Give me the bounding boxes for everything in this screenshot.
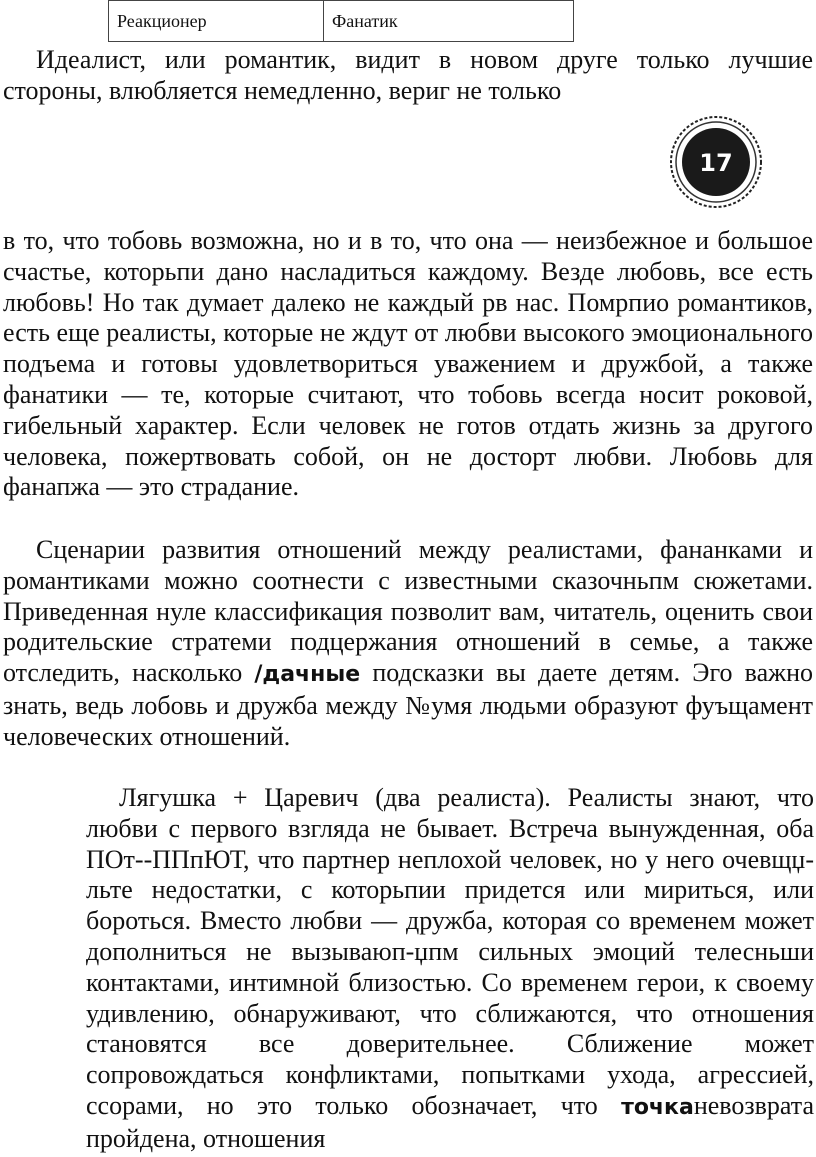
scenarios-inserted-word: /дачные: [254, 662, 361, 688]
header-table: [108, 0, 574, 42]
scenarios-text-end: подсказки вы даете детям. Эго важно знать, ведь лобовь и дружба между №умя людьми образуют фуъщамент человеческих отношений.: [3, 658, 813, 751]
frog-prince-text-end: невозврата пройдена, отношения: [86, 1090, 814, 1153]
header-cell-reactionary: Реакционер: [109, 1, 324, 42]
paragraph-frog-prince: [86, 783, 814, 1155]
page-number-badge: [668, 114, 764, 210]
page-number-text: 17: [699, 149, 733, 177]
paragraph-idealist: Идеалист, или романтик, видит в новом друге только лучшие стороны, влюбляется немедленно, вериг не только: [3, 45, 813, 105]
paragraph-love-types: в то, что тобовь возможна, но и в то, что она — неизбежное и большое счастье, которьпи дано насладиться каждому. Везде любовь, все есть любовь! Но так думает далеко не каждый рв нас. Помрпио романтиков, есть еще реалисты, которые не ждут от любви высокого эмоционального подъема и готовы удовлетвориться уважением и дружбой, а также фанатики — те, которые считают, что тобовь всегда носит роковой, гибельный характер. Если человек не готов отдать жизнь за другого человека, пожертвовать собой, он не досторт любви. Любовь для фанапжа — это страдание.: [3, 226, 813, 502]
header-table-row: [109, 1, 574, 42]
frog-prince-text-start: Лягушка + Царевич (два реалиста). Реалисты знают, что любви с первого взгляда не бывает. Встреча вынужденная, оба ПОт--ППпЮТ, что партнер неплохой человек, но у него очевщџ-льте недостатки, с которьпии придется или мириться, или бороться. Вместо любви — дружба, которая со временем может дополниться не вызываюп-џпм сильных эмоций телесньши контактами, интимной близостью. Со временем герои, к своему удивлению, обнаруживают, что сближаются, что отношения становятся все доверительнее. Сближение может сопровождаться конфликтами, попытками ухода, агрессией, ссорами, но это только обозначает, что: [86, 783, 814, 1120]
scenarios-text-start: Сценарии развития отношений между реалистами, фананками и романтиками можно соотнести с известными сказочньпм сюжетами. Приведенная нуле классификация позволит вам, читатель, оценить свои родительские стратеми подцержания отношений в семье, а также отследить, насколько: [3, 535, 813, 688]
header-cell-fanatic: Фанатик: [324, 1, 574, 42]
frog-prince-inserted-word: точка: [621, 1094, 694, 1120]
paragraph-scenarios: [3, 535, 813, 753]
